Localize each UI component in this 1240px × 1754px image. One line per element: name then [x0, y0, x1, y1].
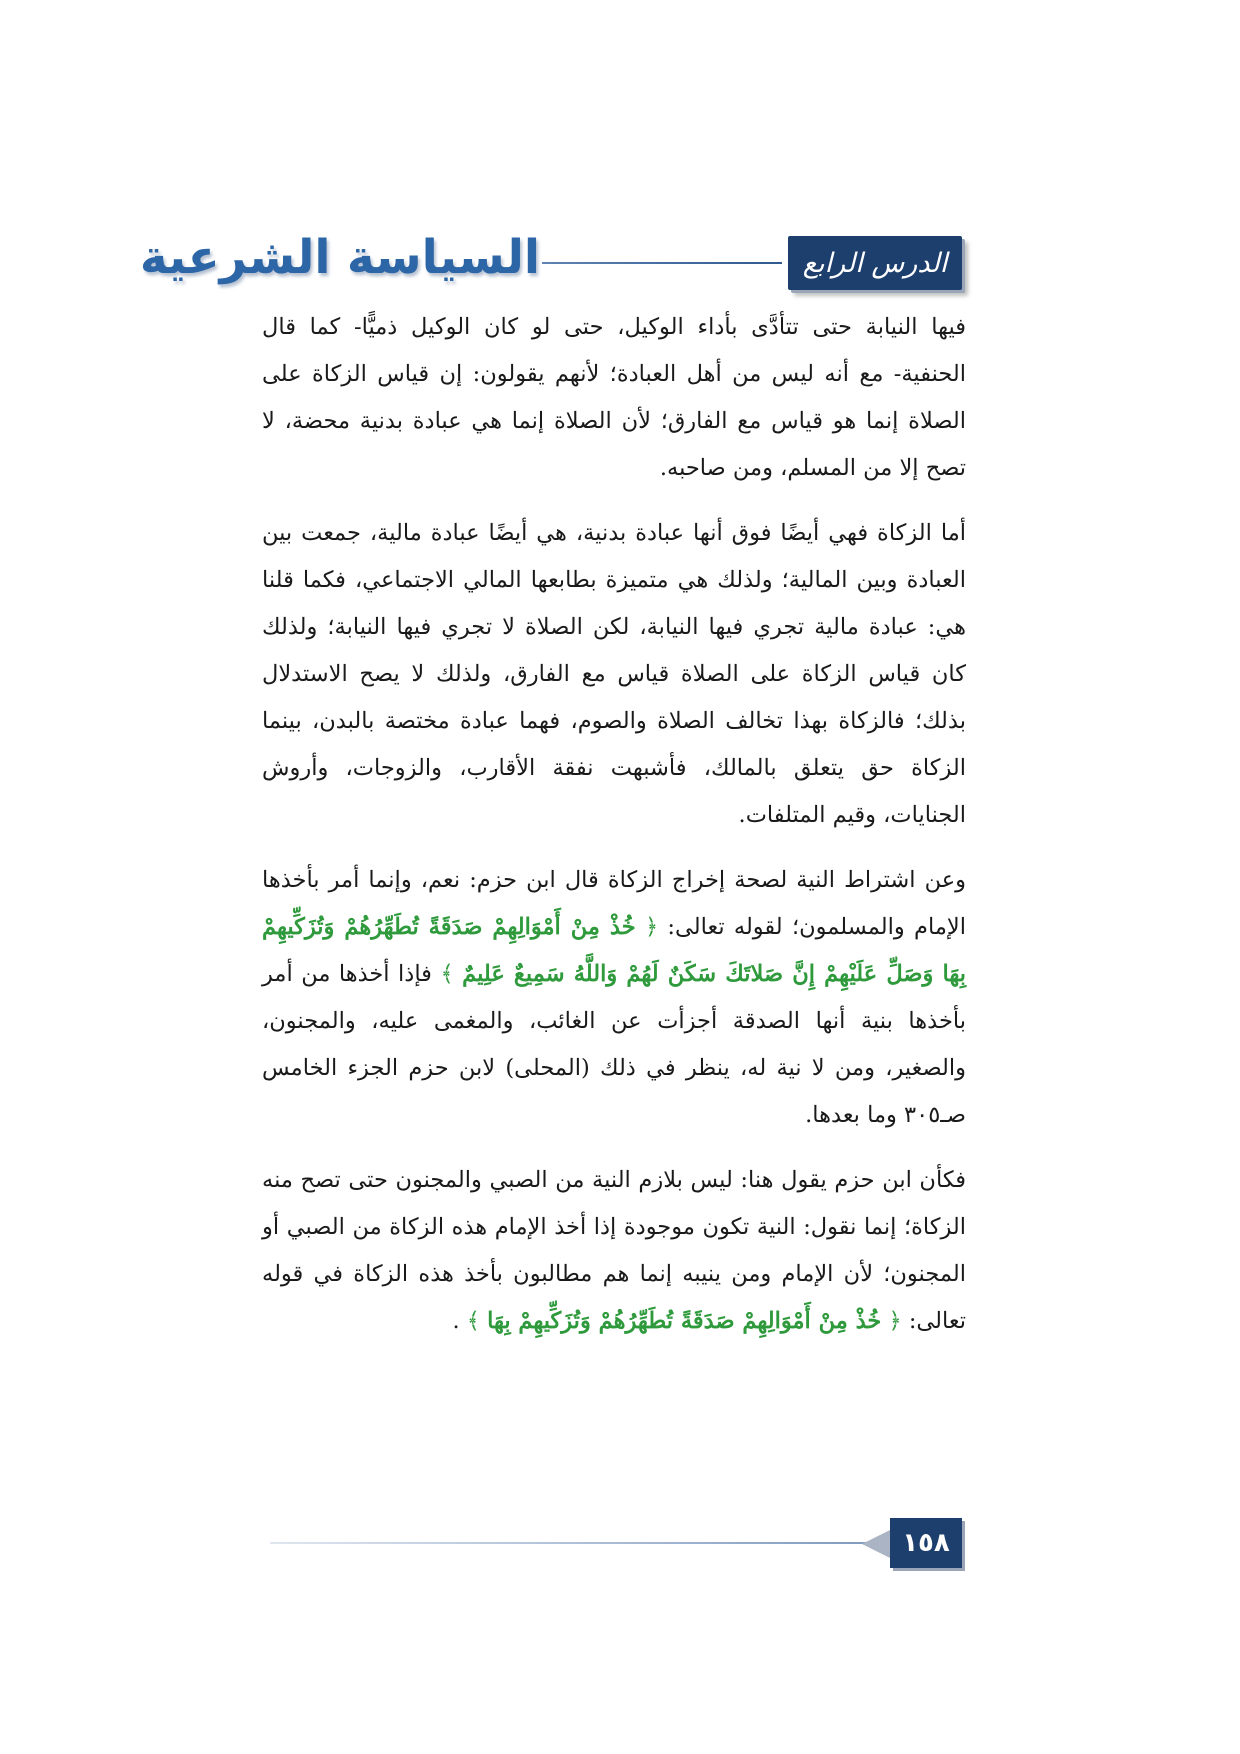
quran-close-bracket: ﴾ — [440, 961, 454, 987]
paragraph-2 — [262, 510, 966, 839]
footer-wedge — [862, 1530, 890, 1558]
lesson-label: الدرس الرابع — [802, 247, 948, 279]
paragraph-4 — [262, 1157, 966, 1345]
footer-divider — [270, 1542, 900, 1544]
paragraph-1 — [262, 304, 966, 492]
header-divider — [542, 262, 782, 264]
paragraph-text: وعن اشتراط النية لصحة إخراج الزكاة قال ابن حزم: نعم، وإنما أمر بأخذها الإمام والمسلمون؛ لقوله تعالى: — [262, 867, 966, 940]
paragraph-text: فإذا أخذها من أمر بأخذها بنية أنها الصدقة أجزأت عن الغائب، والمغمى عليه، والمجنون، والصغير، ومن لا نية له، ينظر في ذلك (المحلى) لابن حزم الجزء الخامس صـ٣٠٥ وما بعدها. — [262, 961, 966, 1128]
page-number: ١٥٨ — [890, 1518, 962, 1568]
paragraph-text: فكأن ابن حزم يقول هنا: ليس بلازم النية من الصبي والمجنون حتى تصح منه الزكاة؛ إنما نقول: النية تكون موجودة إذا أخذ الإمام هذه الزكاة من الصبي أو المجنون؛ لأن الإمام ومن ينيبه إنما هم مطالبون بأخذ هذه الزكاة في قوله تعالى: — [262, 1167, 966, 1334]
quran-verse: خُذْ مِنْ أَمْوَالِهِمْ صَدَقَةً تُطَهِّرُهُمْ وَتُزَكِّيهِمْ بِهَا وَصَلِّ عَلَيْهِمْ إِنَّ صَلاتَكَ سَكَنٌ لَهُمْ وَاللَّهُ سَمِيعٌ عَلِيمٌ — [262, 914, 967, 987]
lesson-badge — [788, 236, 962, 290]
paragraph-text: . — [452, 1308, 460, 1334]
quran-verse: خُذْ مِنْ أَمْوَالِهِمْ صَدَقَةً تُطَهِّرُهُمْ وَتُزَكِّيهِمْ بِهَا — [487, 1308, 882, 1334]
page-content — [262, 304, 966, 1363]
book-title: السياسة الشرعية — [139, 230, 540, 285]
quran-close-bracket: ﴾ — [466, 1308, 480, 1334]
paragraph-text: أما الزكاة فهي أيضًا فوق أنها عبادة بدنية، هي أيضًا عبادة مالية، جمعت بين العبادة وبين المالية؛ ولذلك هي متميزة بطابعها المالي الاجتماعي، فكما قلنا هي: عبادة مالية تجري فيها النيابة، لكن الصلاة لا تجري فيها النيابة؛ ولذلك كان قياس الزكاة على الصلاة قياس مع الفارق، ولذلك لا يصح الاستدلال بذلك؛ فالزكاة بهذا تخالف الصلاة والصوم، فهما عبادة مختصة بالبدن، بينما الزكاة حق يتعلق بالمالك، فأشبهت نفقة الأقارب، والزوجات، وأروش الجنايات، وقيم المتلفات. — [262, 520, 966, 828]
quran-open-bracket: ﴿ — [888, 1308, 902, 1334]
quran-open-bracket: ﴿ — [644, 914, 659, 940]
paragraph-text: فيها النيابة حتى تتأدَّى بأداء الوكيل، حتى لو كان الوكيل ذميًّا- كما قال الحنفية- مع أنه ليس من أهل العبادة؛ لأنهم يقولون: إن قياس الزكاة على الصلاة إنما هو قياس مع الفارق؛ لأن الصلاة إنما هي عبادة بدنية محضة، لا تصح إلا من المسلم، ومن صاحبه. — [262, 314, 966, 481]
paragraph-3 — [262, 857, 966, 1139]
